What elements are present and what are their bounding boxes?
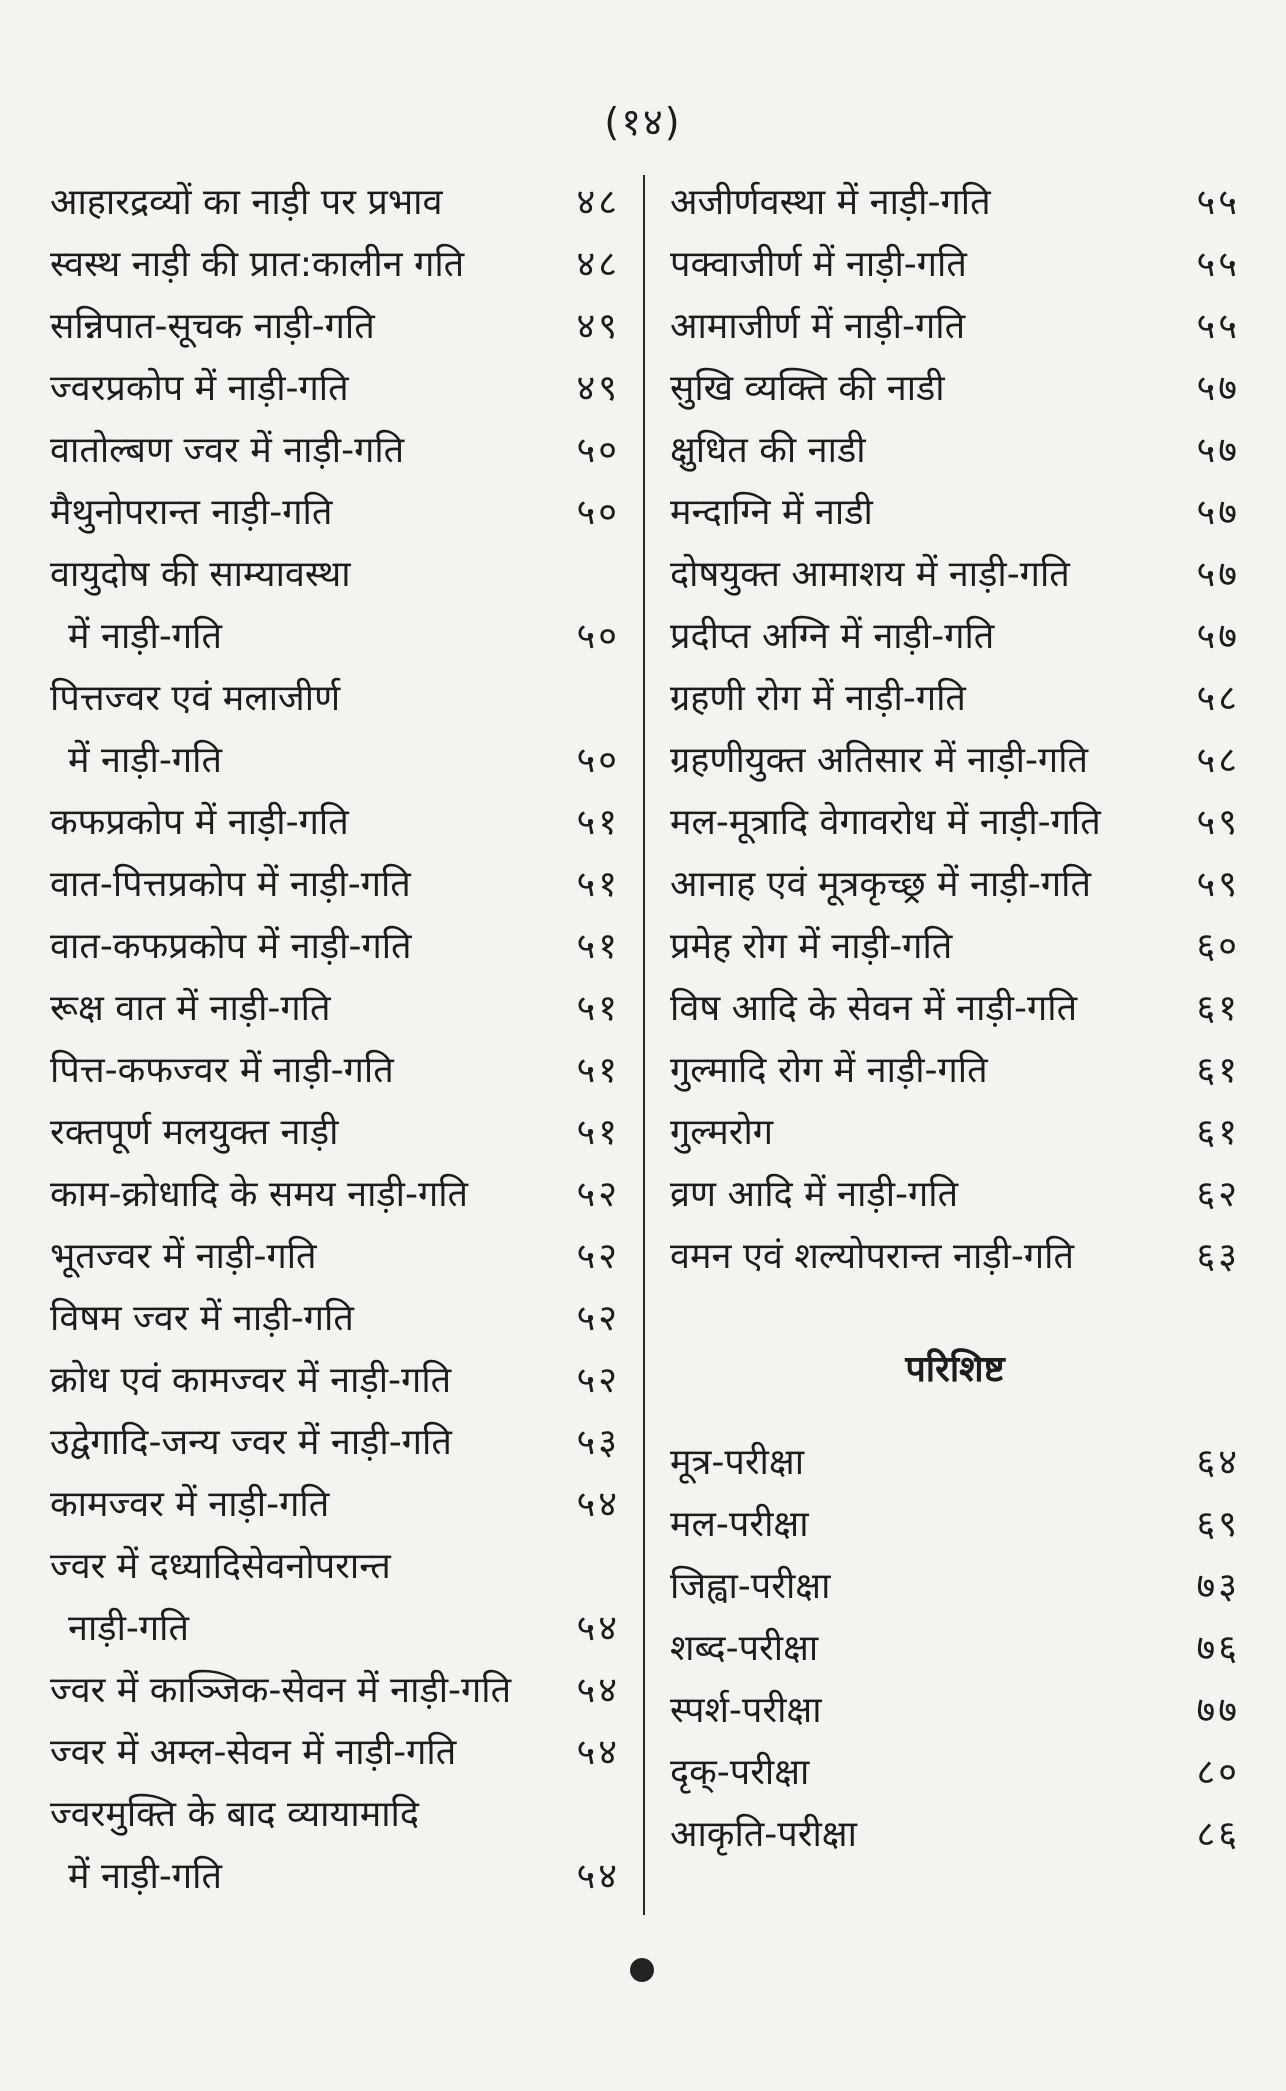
toc-entry-title: स्पर्श-परीक्षा	[670, 1690, 822, 1731]
toc-entry-line2	[50, 1598, 620, 1660]
toc-entry-page: ५४	[576, 1856, 620, 1897]
toc-entry	[670, 358, 1240, 420]
toc-entry-page: ५४	[576, 1732, 620, 1773]
toc-entry	[670, 1164, 1240, 1226]
toc-entry	[670, 730, 1240, 792]
toc-entry	[50, 234, 620, 296]
toc-entry-page: ७७	[1196, 1690, 1240, 1731]
toc-entry-page: ५२	[576, 1174, 620, 1215]
toc-entry-page: ५५	[1196, 182, 1240, 223]
toc-entry	[50, 916, 620, 978]
toc-entry-title: वमन एवं शल्योपरान्त नाड़ी-गति	[670, 1236, 1075, 1277]
toc-entry-page: ६१	[1196, 988, 1240, 1029]
toc-entry	[50, 1226, 620, 1288]
toc-entry	[670, 1742, 1240, 1804]
toc-entry-page: ५४	[576, 1670, 620, 1711]
toc-entry	[50, 1722, 620, 1784]
toc-entry-page: ६३	[1196, 1236, 1240, 1277]
toc-entry-title-cont: नाड़ी-गति	[68, 1608, 189, 1649]
toc-entry-page: ६१	[1196, 1050, 1240, 1091]
toc-entry-title: रक्तपूर्ण मलयुक्त नाड़ी	[50, 1112, 339, 1153]
toc-entry-page: ४८	[576, 244, 620, 285]
toc-entry	[50, 1536, 620, 1660]
toc-entry-title: सन्निपात-सूचक नाड़ी-गति	[50, 306, 375, 347]
toc-entry-title-cont: में नाड़ी-गति	[68, 1856, 222, 1897]
toc-entry-page: ५९	[1196, 864, 1240, 905]
toc-entry-title: शब्द-परीक्षा	[670, 1628, 819, 1669]
toc-entry	[50, 1412, 620, 1474]
footer-dot	[630, 1958, 654, 1982]
toc-entry	[670, 916, 1240, 978]
toc-entry-title: ज्वरप्रकोप में नाड़ी-गति	[50, 368, 349, 409]
toc-entry-page: ८०	[1196, 1752, 1240, 1793]
toc-entry-page: ४९	[576, 368, 620, 409]
toc-entry-page: ५८	[1196, 678, 1240, 719]
toc-entry	[670, 544, 1240, 606]
toc-entry-title: भूतज्वर में नाड़ी-गति	[50, 1236, 317, 1277]
toc-entry	[50, 1784, 620, 1908]
toc-entry-title: प्रमेह रोग में नाड़ी-गति	[670, 926, 953, 967]
toc-entry-page: ५०	[576, 430, 620, 471]
toc-entry-title: स्वस्थ नाड़ी की प्रात:कालीन गति	[50, 244, 465, 285]
toc-entry-title: ज्वर में अम्ल-सेवन में नाड़ी-गति	[50, 1732, 457, 1773]
toc-entry-title: ज्वरमुक्ति के बाद व्यायामादि	[50, 1794, 419, 1835]
toc-entry-title: रूक्ष वात में नाड़ी-गति	[50, 988, 331, 1029]
toc-entry	[50, 420, 620, 482]
toc-entry-title: क्रोध एवं कामज्वर में नाड़ी-गति	[50, 1360, 452, 1401]
toc-entry-title: कामज्वर में नाड़ी-गति	[50, 1484, 330, 1525]
toc-entry	[50, 854, 620, 916]
toc-entry-page: ८६	[1196, 1814, 1240, 1855]
toc-entry-page: ५५	[1196, 306, 1240, 347]
toc-entry-title: ज्वर में काञ्जिक-सेवन में नाड़ी-गति	[50, 1670, 512, 1711]
toc-entry-page: ६२	[1196, 1174, 1240, 1215]
toc-entry-title: उद्वेगादि-जन्य ज्वर में नाड़ी-गति	[50, 1422, 452, 1463]
toc-entry-title: व्रण आदि में नाड़ी-गति	[670, 1174, 959, 1215]
column-divider	[643, 175, 645, 1915]
toc-entry-title: दृक्-परीक्षा	[670, 1752, 810, 1793]
toc-entry	[670, 1680, 1240, 1742]
toc-entry	[50, 1102, 620, 1164]
toc-entry-page: ५१	[576, 1112, 620, 1153]
right-entries	[670, 172, 1240, 1288]
toc-entry-title: मूत्र-परीक्षा	[670, 1442, 805, 1483]
toc-entry	[670, 1226, 1240, 1288]
toc-entry-title: ग्रहणीयुक्त अतिसार में नाड़ी-गति	[670, 740, 1089, 781]
toc-entry	[670, 792, 1240, 854]
toc-entry-title: गुल्मरोग	[670, 1112, 774, 1153]
toc-entry	[50, 1350, 620, 1412]
toc-entry-page: ४९	[576, 306, 620, 347]
toc-entry-title: दोषयुक्त आमाशय में नाड़ी-गति	[670, 554, 1070, 595]
toc-entry-title: मल-मूत्रादि वेगावरोध में नाड़ी-गति	[670, 802, 1101, 843]
page-number: (१४)	[604, 100, 682, 144]
toc-entry-page: ५१	[576, 1050, 620, 1091]
toc-entry	[670, 668, 1240, 730]
toc-entry-title: विषम ज्वर में नाड़ी-गति	[50, 1298, 354, 1339]
appendix-entries	[670, 1432, 1240, 1866]
toc-entry-title: प्रदीप्त अग्नि में नाड़ी-गति	[670, 616, 995, 657]
toc-entry	[670, 1804, 1240, 1866]
toc-entry	[670, 854, 1240, 916]
toc-entry	[50, 1474, 620, 1536]
toc-entry-title: पित्तज्वर एवं मलाजीर्ण	[50, 678, 341, 719]
toc-entry-title: पक्वाजीर्ण में नाड़ी-गति	[670, 244, 967, 285]
toc-entry-page: ५७	[1196, 368, 1240, 409]
toc-entry-title: जिह्वा-परीक्षा	[670, 1566, 831, 1607]
toc-entry-title: वायुदोष की साम्यावस्था	[50, 554, 351, 595]
toc-entry-page: ५८	[1196, 740, 1240, 781]
toc-entry	[670, 1618, 1240, 1680]
toc-entry-title: मैथुनोपरान्त नाड़ी-गति	[50, 492, 333, 533]
toc-entry-title: क्षुधित की नाडी	[670, 430, 866, 471]
toc-entry	[670, 234, 1240, 296]
toc-entry	[50, 296, 620, 358]
toc-entry-title: गुल्मादि रोग में नाड़ी-गति	[670, 1050, 988, 1091]
toc-entry-line2	[50, 730, 620, 792]
toc-entry-title: आकृति-परीक्षा	[670, 1814, 857, 1855]
toc-entry-page: ७६	[1196, 1628, 1240, 1669]
toc-entry	[670, 482, 1240, 544]
toc-entry-page: ५०	[576, 492, 620, 533]
toc-entry-title: आहारद्रव्यों का नाड़ी पर प्रभाव	[50, 182, 443, 223]
toc-entry-page: ५४	[576, 1608, 620, 1649]
toc-entry-page: ५०	[576, 616, 620, 657]
left-column	[50, 172, 620, 1908]
toc-entry-page: ५३	[576, 1422, 620, 1463]
toc-entry-title: पित्त-कफज्वर में नाड़ी-गति	[50, 1050, 394, 1091]
toc-entry	[670, 296, 1240, 358]
toc-entry	[50, 544, 620, 668]
toc-entry-title: विष आदि के सेवन में नाड़ी-गति	[670, 988, 1078, 1029]
toc-entry	[50, 668, 620, 792]
toc-entry	[50, 1288, 620, 1350]
toc-entry-page: ५७	[1196, 616, 1240, 657]
toc-entry	[670, 1102, 1240, 1164]
toc-entry-title: वात-पित्तप्रकोप में नाड़ी-गति	[50, 864, 411, 905]
toc-entry-page: ६४	[1196, 1442, 1240, 1483]
toc-entry-page: ५४	[576, 1484, 620, 1525]
toc-entry-page: ६१	[1196, 1112, 1240, 1153]
toc-entry-page: ५७	[1196, 492, 1240, 533]
toc-entry-title: कफप्रकोप में नाड़ी-गति	[50, 802, 349, 843]
toc-entry-title: वात-कफप्रकोप में नाड़ी-गति	[50, 926, 412, 967]
toc-entry-page: ५२	[576, 1298, 620, 1339]
toc-entry-page: ५१	[576, 926, 620, 967]
toc-entry-page: ५०	[576, 740, 620, 781]
toc-entry-title: ग्रहणी रोग में नाड़ी-गति	[670, 678, 966, 719]
toc-entry-title-cont: में नाड़ी-गति	[68, 740, 222, 781]
appendix-heading: परिशिष्ट	[905, 1349, 1005, 1390]
right-column	[670, 172, 1240, 1866]
toc-entry-page: ५१	[576, 802, 620, 843]
toc-entry	[670, 420, 1240, 482]
toc-entry	[50, 1660, 620, 1722]
toc-entry	[50, 482, 620, 544]
toc-entry-page: ५९	[1196, 802, 1240, 843]
toc-entry-title: वातोल्बण ज्वर में नाड़ी-गति	[50, 430, 405, 471]
toc-entry-page: ५१	[576, 864, 620, 905]
toc-entry	[50, 1040, 620, 1102]
toc-entry	[670, 172, 1240, 234]
toc-entry	[670, 606, 1240, 668]
toc-entry-title: सुखि व्यक्ति की नाडी	[670, 368, 945, 409]
toc-entry	[50, 172, 620, 234]
toc-entry-title: अजीर्णवस्था में नाड़ी-गति	[670, 182, 991, 223]
toc-entry-title-cont: में नाड़ी-गति	[68, 616, 222, 657]
toc-entry-title: ज्वर में दध्यादिसेवनोपरान्त	[50, 1546, 391, 1587]
toc-entry-page: ५२	[576, 1236, 620, 1277]
toc-entry-title: काम-क्रोधादि के समय नाड़ी-गति	[50, 1174, 469, 1215]
toc-entry	[670, 1494, 1240, 1556]
toc-entry-page: ६९	[1196, 1504, 1240, 1545]
toc-entry	[670, 1432, 1240, 1494]
toc-entry-title: मन्दाग्नि में नाडी	[670, 492, 873, 533]
toc-entry-title: आनाह एवं मूत्रकृच्छ्र में नाड़ी-गति	[670, 864, 1091, 905]
toc-entry	[50, 1164, 620, 1226]
toc-entry-page: ५२	[576, 1360, 620, 1401]
toc-entry-line2	[50, 606, 620, 668]
toc-entry-page: ५७	[1196, 554, 1240, 595]
toc-entry	[50, 792, 620, 854]
toc-entry	[670, 1556, 1240, 1618]
toc-entry-title: मल-परीक्षा	[670, 1504, 809, 1545]
toc-entry-line2	[50, 1846, 620, 1908]
toc-entry	[670, 1040, 1240, 1102]
toc-entry-page: ५१	[576, 988, 620, 1029]
toc-entry	[50, 358, 620, 420]
toc-entry-page: ५७	[1196, 430, 1240, 471]
toc-entry-title: आमाजीर्ण में नाड़ी-गति	[670, 306, 966, 347]
toc-entry-page: ६०	[1196, 926, 1240, 967]
toc-entry-page: ७३	[1196, 1566, 1240, 1607]
toc-entry	[50, 978, 620, 1040]
toc-entry-page: ५५	[1196, 244, 1240, 285]
toc-entry	[670, 978, 1240, 1040]
toc-entry-page: ४८	[576, 182, 620, 223]
